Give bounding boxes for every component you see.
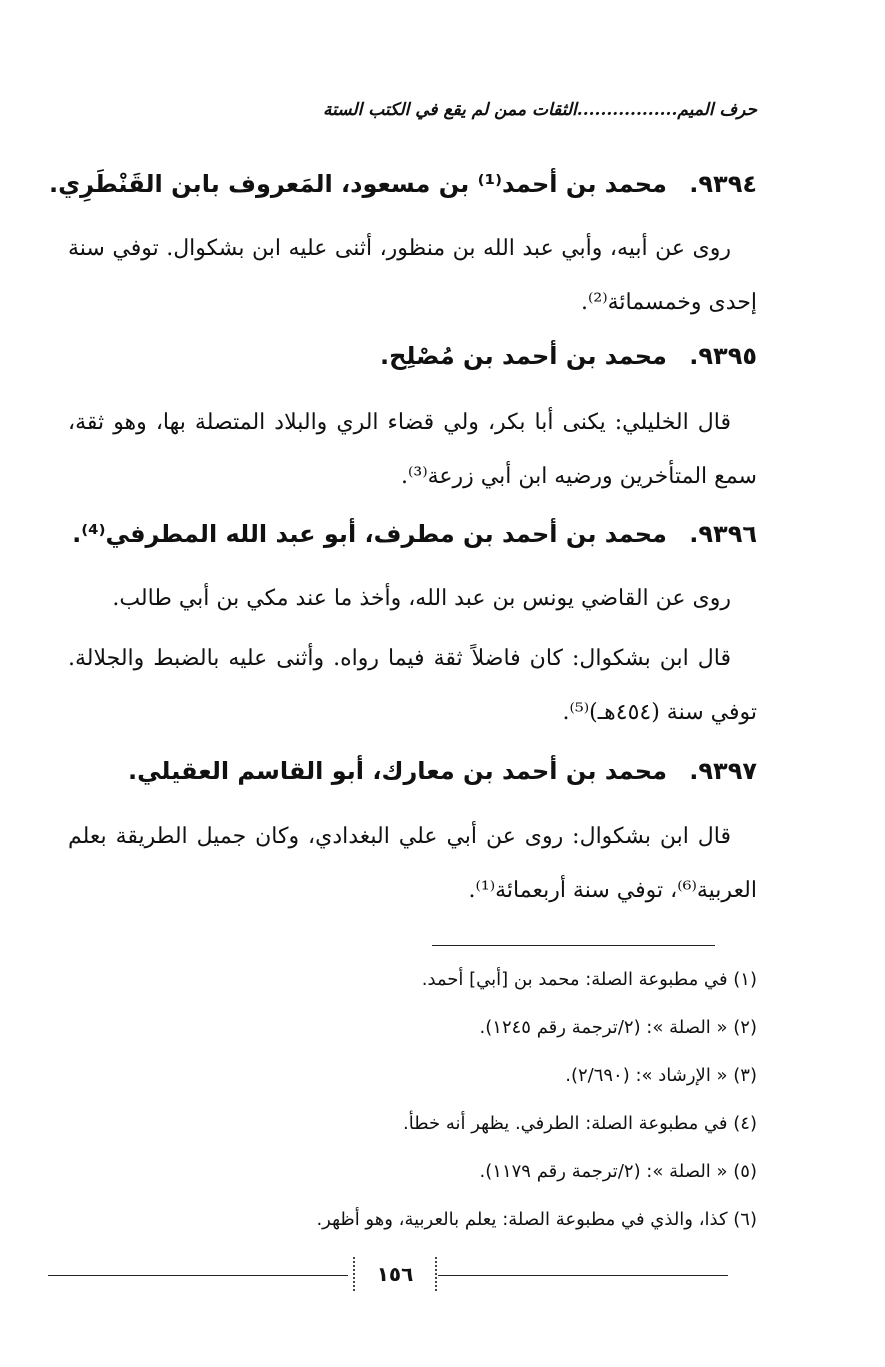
entry-heading — [77, 342, 757, 370]
entry-paragraph: قال الخليلي: يكنى أبا بكر، ولي قضاء الري والبلاد المتصلة بها، وهو ثقة، سمع المتأخرين ورضيه ابن أبي زرعة⁽³⁾. — [68, 410, 757, 489]
entry-number: ٩٣٩٤. — [689, 170, 757, 198]
entry-paragraph: قال ابن بشكوال: كان فاضلاً ثقة فيما رواه. وأثنى عليه بالضبط والجلالة. توفي سنة (٤٥٤هـ)⁽⁵⁾. — [68, 646, 757, 725]
entry-paragraph: روى عن أبيه، وأبي عبد الله بن منظور، أثنى عليه ابن بشكوال. توفي سنة إحدى وخمسمائة⁽²⁾. — [68, 236, 757, 315]
footnote-separator — [432, 945, 715, 946]
footnotes — [197, 960, 757, 1248]
entry-number: ٩٣٩٦. — [689, 520, 757, 548]
page-footer — [48, 1255, 728, 1295]
entry-paragraph: روى عن القاضي يونس بن عبد الله، وأخذ ما عند مكي بن أبي طالب. — [112, 586, 731, 611]
footnote: (٥) « الصلة »: (٢/ترجمة رقم ١١٧٩). — [479, 1161, 757, 1182]
footnote: (٣) « الإرشاد »: (٢/٦٩٠). — [565, 1065, 757, 1086]
footnote: (٤) في مطبوعة الصلة: الطرفي. يظهر أنه خطأ. — [403, 1113, 757, 1134]
entry-title: محمد بن أحمد بن مطرف، أبو عبد الله المطرفي⁽⁴⁾. — [72, 520, 667, 548]
entry-number: ٩٣٩٥. — [689, 342, 757, 370]
footer-rule-left — [48, 1275, 348, 1276]
entry-heading — [49, 170, 757, 198]
entry-title: محمد بن أحمد⁽¹⁾ بن مسعود، المَعروف بابن القَنْطَرِي. — [49, 170, 667, 198]
page-number: ١٥٦ — [353, 1257, 437, 1291]
footnote: (٦) كذا، والذي في مطبوعة الصلة: يعلم بالعربية، وهو أظهر. — [316, 1209, 757, 1230]
entry-heading — [72, 520, 757, 548]
running-header: حرف الميم.................الثقات ممن لم يقع في الكتب الستة — [322, 100, 757, 120]
entry-title: محمد بن أحمد بن مُصْلِح. — [379, 342, 667, 370]
entry-paragraph: قال ابن بشكوال: روى عن أبي علي البغدادي، وكان جميل الطريقة بعلم العربية⁽⁶⁾، توفي سنة أربعمائة⁽¹⁾. — [68, 824, 757, 903]
entry-number: ٩٣٩٧. — [689, 757, 757, 785]
entry-title: محمد بن أحمد بن معارك، أبو القاسم العقيلي. — [128, 757, 667, 785]
footnote: (١) في مطبوعة الصلة: محمد بن [أبي] أحمد. — [421, 969, 757, 990]
footnote: (٢) « الصلة »: (٢/ترجمة رقم ١٢٤٥). — [479, 1017, 757, 1038]
footer-rule-right — [438, 1275, 728, 1276]
entry-heading — [77, 757, 757, 785]
